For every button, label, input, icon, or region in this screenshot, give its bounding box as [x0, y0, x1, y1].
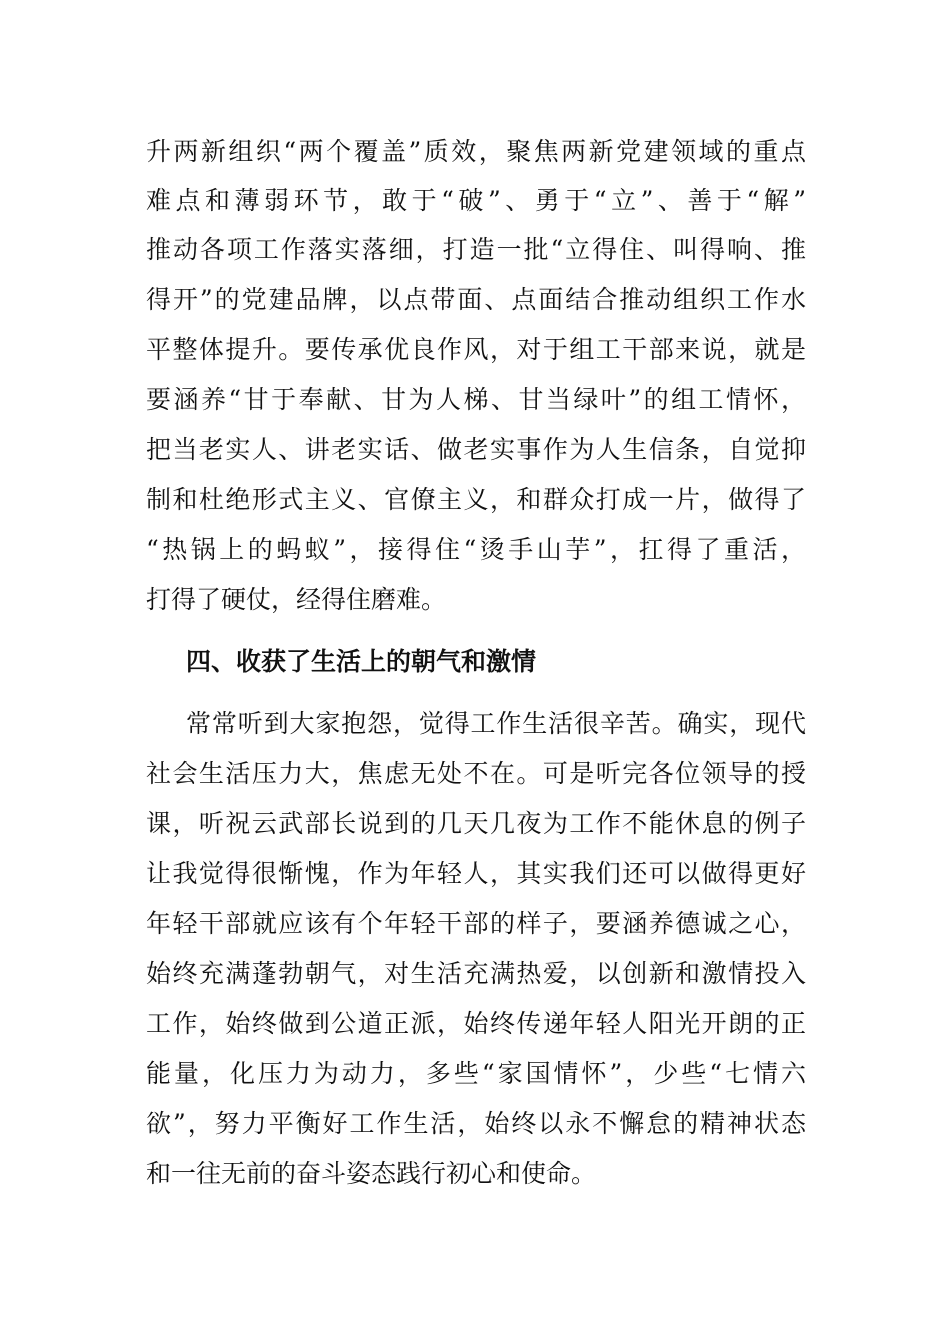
text-line: 常常听到大家抱怨，觉得工作生活很辛苦。确实，现代	[186, 709, 806, 738]
text-line: 课，听祝云武部长说到的几天几夜为工作不能休息的例子	[146, 809, 806, 838]
text-line: 工作，始终做到公道正派，始终传递年轻人阳光开朗的正	[146, 1009, 806, 1038]
text-line: 制和杜绝形式主义、官僚主义，和群众打成一片，做得了	[146, 485, 806, 514]
text-line: 要涵养“甘于奉献、甘为人梯、甘当绿叶”的组工情怀，	[146, 385, 806, 414]
text-line: 让我觉得很惭愧，作为年轻人，其实我们还可以做得更好	[146, 859, 806, 888]
text-line: 把当老实人、讲老实话、做老实事作为人生信条，自觉抑	[146, 435, 806, 464]
text-line: 得开”的党建品牌，以点带面、点面结合推动组织工作水	[146, 285, 806, 314]
section-heading: 四、收获了生活上的朝气和激情	[186, 647, 537, 676]
text-line: 平整体提升。要传承优良作风，对于组工干部来说，就是	[146, 335, 806, 364]
text-line: 社会生活压力大，焦虑无处不在。可是听完各位领导的授	[146, 759, 806, 788]
text-line: 年轻干部就应该有个年轻干部的样子，要涵养德诚之心，	[146, 909, 806, 938]
text-line: 和一往无前的奋斗姿态践行初心和使命。	[146, 1159, 597, 1188]
text-line: 能量，化压力为动力，多些“家国情怀”，少些“七情六	[146, 1059, 806, 1088]
text-line: 升两新组织“两个覆盖”质效，聚焦两新党建领域的重点	[146, 137, 806, 166]
text-line: 打得了硬仗，经得住磨难。	[146, 585, 447, 614]
text-line: 难点和薄弱环节，敢于“破”、勇于“立”、善于“解”	[146, 186, 806, 215]
text-line: “热锅上的蚂蚁”，接得住“烫手山芋”，扛得了重活，	[146, 535, 806, 564]
text-line: 始终充满蓬勃朝气，对生活充满热爱，以创新和激情投入	[146, 959, 806, 988]
text-line: 欲”，努力平衡好工作生活，始终以永不懈怠的精神状态	[146, 1109, 806, 1138]
text-line: 推动各项工作落实落细，打造一批“立得住、叫得响、推	[146, 235, 806, 264]
